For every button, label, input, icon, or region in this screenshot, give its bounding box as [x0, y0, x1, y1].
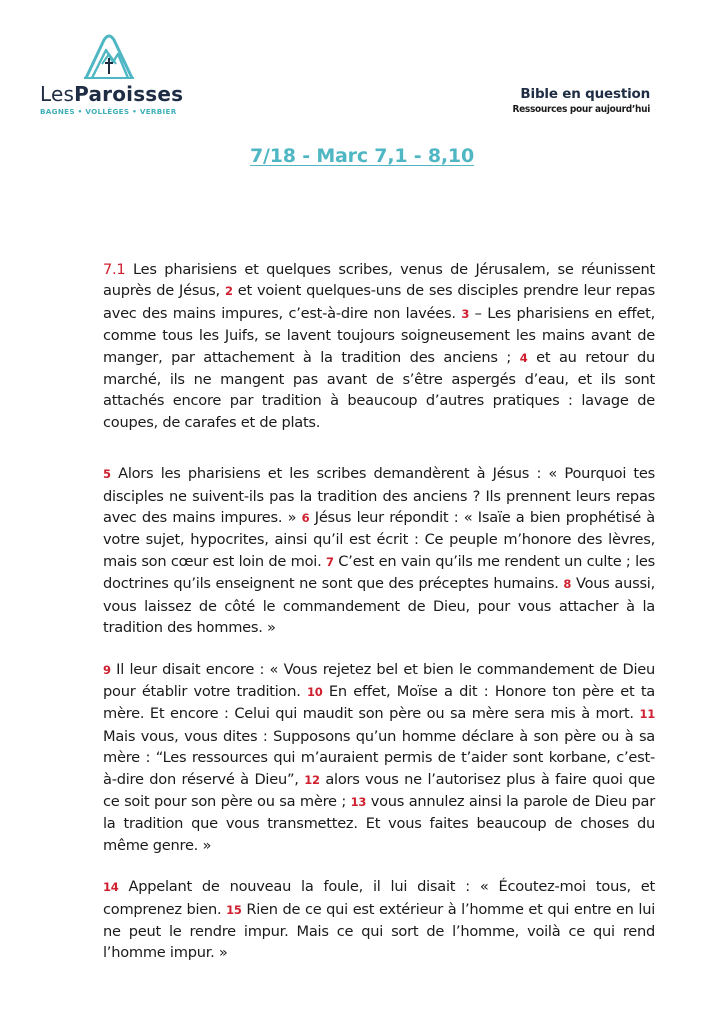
verse-text: En effet, Moïse a dit : Honore ton père et ta mère. Et encore : Celui qui maudit son père ou sa mère sera mis à mort. — [103, 682, 655, 723]
verse-number: 13 — [350, 794, 367, 809]
verse-number: 7.1 — [103, 261, 126, 278]
verse-text: vous annulez ainsi la parole de Dieu par la tradition que vous transmettez. Et vous faites beaucoup de choses du même genre. » — [103, 792, 655, 854]
mountain-cross-icon — [80, 34, 138, 80]
verse-number: 10 — [307, 684, 323, 699]
series-tagline: Ressources pour aujourd’hui — [512, 104, 650, 115]
logo-subtitle: BAGNES • VOLLÈGES • VERBIER — [40, 107, 177, 116]
parish-logo — [40, 34, 184, 116]
verse-text: Appelant de nouveau la foule, il lui disait : « Écoutez-moi tous, et comprenez bien. — [103, 878, 655, 918]
paragraph — [103, 659, 655, 857]
verse-number: 12 — [304, 772, 320, 787]
verse-text: Alors les pharisiens et les scribes demandèrent à Jésus : « Pourquoi tes disciples ne suivent-ils pas la tradition des anciens ? Ils prennent leurs repas avec des mains impures. » — [103, 465, 655, 527]
verse-number: 8 — [563, 577, 572, 592]
verse-number: 11 — [639, 707, 655, 722]
paragraph — [103, 259, 655, 433]
page-title: 7/18 - Marc 7,1 - 8,10 — [250, 145, 474, 167]
paragraph — [103, 876, 655, 964]
verse-text: Jésus leur répondit : « Isaïe a bien prophétisé à votre sujet, hypocrites, ainsi qu’il est écrit : Ce peuple m’honore des lèvres, mais son cœur est loin de moi. — [103, 509, 655, 570]
verse-text: Les pharisiens et quelques scribes, venus de Jérusalem, se réunissent auprès de Jésus, — [103, 261, 655, 300]
paragraph — [103, 463, 655, 638]
verse-number: 5 — [103, 467, 111, 482]
scripture-text — [103, 259, 655, 964]
verse-number: 9 — [103, 662, 111, 677]
verse-text: – Les pharisiens en effet, comme tous les Juifs, se lavent toujours soigneusement les mains avant de manger, par attachement à la tradition des anciens ; — [103, 304, 655, 366]
series-title: Bible en question — [520, 86, 650, 102]
verse-number: 6 — [301, 511, 310, 526]
series-header — [512, 86, 650, 115]
verse-text: et au retour du marché, ils ne mangent pas avant de s’être aspergés d’eau, et ils sont attachés encore par tradition à beaucoup d’autres pratiques : lavage de coupes, de carafes et de plats. — [103, 348, 655, 431]
logo-name-light: Les — [40, 82, 75, 106]
verse-number: 4 — [519, 350, 528, 365]
verse-text: Vous aussi, vous laissez de côté le commandement de Dieu, pour vous attacher à la tradition des hommes. » — [103, 575, 655, 637]
verse-text: alors vous ne l’autorisez plus à faire quoi que ce soit pour son père ou sa mère ; — [103, 770, 656, 810]
verse-text: Rien de ce qui est extérieur à l’homme et qui entre en lui ne peut le rendre impur. Mais ce qui sort de l’homme, voilà ce qui rend l’homme impur. » — [103, 900, 656, 962]
verse-number: 3 — [461, 306, 470, 321]
logo-name-bold: Paroisses — [74, 82, 184, 106]
verse-text: et voient quelques-uns de ses disciples prendre leur repas avec des mains impures, c’est-à-dire non lavées. — [103, 282, 655, 322]
verse-number: 15 — [226, 902, 242, 917]
verse-text: C’est en vain qu’ils me rendent un culte ; les doctrines qu’ils enseignent ne sont que des préceptes humains. — [103, 552, 655, 593]
verse-text: Il leur disait encore : « Vous rejetez bel et bien le commandement de Dieu pour établir votre tradition. — [103, 660, 655, 700]
verse-number: 7 — [325, 554, 334, 569]
verse-number: 14 — [103, 880, 119, 895]
logo-wordmark — [40, 82, 184, 106]
verse-number: 2 — [224, 284, 233, 299]
verse-text: Mais vous, vous dites : Supposons qu’un homme déclare à son père ou à sa mère : “Les ressources qui m’auraient permis de t’aider sont korbane, c’est-à-dire don réservé à Dieu”, — [103, 727, 655, 788]
